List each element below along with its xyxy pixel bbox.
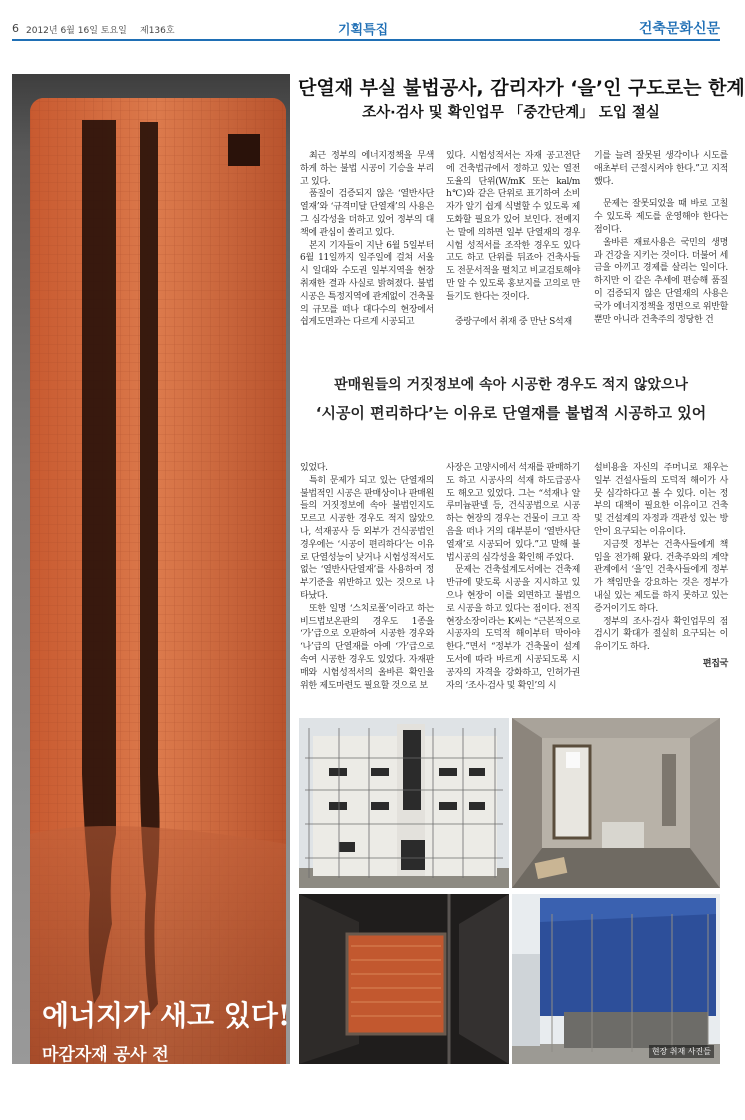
- paragraph: 특히 문제가 되고 있는 단열재의 불법적인 시공은 판매상이나 판매원들의 거짓정보에 속아 불법인지도 모르고 시공한 경우도 적지 않았으나, 석재공사 등 외부가 건식공법인 경우에는 ‘시공이 편리하다’는 이유로 단열성능이 낮거나 시험성적서도 없는 ‘열반사단열재’를 사용하여 정부기준을 위반하고 있는 것으로 나타났다.: [300, 475, 434, 601]
- paragraph: 사장은 고양시에서 석재를 판매하기도 하고 시공사의 석재 하도급공사도 해오고 있었다. 그는 “석재나 알루미늄판넬 등, 건식공법으로 시공하는 현장의 경우는 건물이 크고 작음을 떠나 거의 대부분이 ‘열반사단열재’로 시공되어 있다.”고 말해 불법시공의 심각성을 확인해 주었다.: [446, 463, 580, 563]
- paragraph: 올바른 재료사용은 국민의 생명과 건강을 지키는 것이다. 더불어 세금을 아끼고 경제를 살리는 일이다. 하지만 이 같은 추세에 편승해 품질이 검증되지 않은 단열재의 사용은 국가 에너지정책을 정면으로 위반할 뿐만 아니라 건축주의 정당한 건: [594, 237, 728, 325]
- byline: 편집국: [702, 658, 728, 669]
- paragraph: 있다. 시험성적서는 자재 공고전단에 건축법규에서 정하고 있는 열전도율의 단위(W/mK 또는 kal/mh℃)와 같은 단위로 표기하여 소비자가 알기 쉽게 식별할 수 있도록 제도화할 필요가 있어 보인다. 전예지는 말에 의하면 일부 단열재의 경우 시험 성적서를 조작한 경우도 있다고도 하고 단위를 뒤죠아 건축사들도 전문서적을 펼치고 비교검토해야만 알 수 있도록 홍보지를 고의로 만들기도 한다는 것이다.: [446, 151, 580, 302]
- photo-credit: 현장 취재 사진들: [649, 1045, 714, 1058]
- hero-subtitle-line: 마감자재 공사 전: [42, 1045, 169, 1065]
- page-number: 6: [12, 22, 19, 35]
- photo-netted-building: [512, 894, 720, 1064]
- paragraph: 설비용을 자신의 주머니로 채우는 일부 건설사들의 도덕적 해이가 사뭇 심각하다고 볼 수 있다. 이는 정부의 대책이 필요한 이유이고 건축 및 건설계의 자정과 객관성 있는 방안이 요구되는 이유이다.: [594, 463, 728, 537]
- photo-insulation-wall: [299, 894, 509, 1064]
- paragraph: 최근 정부의 에너지정책을 무색하게 하는 불법 시공이 기승을 부리고 있다.: [300, 151, 434, 187]
- article-column-3: [594, 150, 728, 326]
- sub-headline: 조사·검사 및 확인업무 「중간단계」 도입 절실: [362, 105, 660, 121]
- hero-photo: [12, 74, 291, 1117]
- hero-subtitle: [42, 1042, 196, 1120]
- paragraph: 중랑구에서 취재 중 만난 S석재: [455, 316, 572, 327]
- paragraph: 정부의 조사·검사 확인업무의 점검시기 확대가 절실히 요구되는 이유이기도 하다.: [594, 616, 728, 653]
- photo-scaffold-building: [299, 718, 509, 888]
- building-illustration: [12, 74, 290, 1064]
- subhead-line-1: 판매원들의 거짓정보에 속아 시공한 경우도 적지 않았으나: [334, 377, 688, 393]
- photo-interior-room: [512, 718, 720, 888]
- page-header: [0, 0, 734, 44]
- paragraph: 문제는 건축설계도서에는 건축제반규에 맞도록 시공을 지시하고 있으나 현장이 이를 외면하고 불법으로 시공을 하고 있다는 점이다. 전직 현장소장이라는 K씨는 “근본적으로 시공자의 도덕적 해이부터 막아야 한다.”면서 “정부가 건축물이 설계도서에 따라 바르게 시공되도록 시공자의 자격을 강화하고, 인허가권자의 ‘조사·검사 및 확인’의 시: [446, 565, 580, 691]
- hero-subtitle-line: 품질확인과정 거쳐야: [42, 1097, 196, 1117]
- issue-date: 2012년 6월 16일 토요일: [26, 26, 127, 36]
- article-column-5: [446, 462, 580, 692]
- paragraph: 있었다.: [300, 463, 328, 473]
- header-rule: [12, 39, 720, 41]
- article-column-4: [300, 462, 434, 692]
- paragraph: 지금껏 정부는 건축사들에게 책임을 전가해 왔다. 건축주와의 계약관계에서 ‘을’인 건축사들에게 정부가 책임만을 강요하는 것은 정부가 내실 있는 제도를 하지 못하고 있는 증거이기도 하다.: [594, 539, 728, 614]
- masthead: 건축문화신문: [638, 21, 720, 37]
- paragraph: 품질이 검증되지 않은 ‘열반사단열재’와 ‘규격미달 단열재’의 사용은 그 심각성을 더하고 있어 정부의 대책에 관심이 쏠리고 있다.: [300, 189, 434, 238]
- hero-title: 에너지가 새고 있다!: [42, 999, 291, 1032]
- subhead-line-2: ‘시공이 편리하다’는 이유로 단열재를 불법적 시공하고 있어: [315, 404, 707, 422]
- hero-subtitle-line: 단열재에 대한: [42, 1071, 147, 1091]
- issue-number: 제136호: [140, 26, 175, 36]
- paragraph: 문제는 잘못되었을 때 바로 고칠 수 있도록 제도를 운영해야 한다는 점이다.: [594, 199, 728, 235]
- paragraph: 또한 일명 ‘스치로폴’이라고 하는 비드법보온판의 경우도 1종을 ‘가’급으로 오판하여 시공한 경우와 ‘나’급의 단열재를 아예 ‘가’급으로 속여 시공한 경우도 있었다. 자재판매와 시험성적서의 올바른 확인을 위한 제도마련도 필요할 것으로 보: [300, 603, 434, 691]
- main-headline: 단열재 부실 불법공사, 감리자가 ‘을’인 구도로는 한계: [298, 77, 745, 99]
- paragraph: 본지 기자들이 지난 6월 5일부터 6월 11일까지 일주일에 걸쳐 서울시 일대와 수도권 일부지역을 현장 취재한 결과 사실로 밝혀졌다. 불법 시공은 특정지역에 관계없이 건축물의 규모를 떠나 대다수의 현장에서 쉽게도면과는 다르게 시공되고: [300, 240, 434, 328]
- paragraph: 기를 늘려 잘못된 생각이나 시도를 애초부터 근절시켜야 한다.”고 지적했다.: [594, 151, 728, 187]
- article-column-2: [446, 150, 580, 328]
- article-column-1: [300, 150, 434, 329]
- article-column-6: [594, 462, 728, 671]
- section-name: 기획특집: [338, 23, 389, 38]
